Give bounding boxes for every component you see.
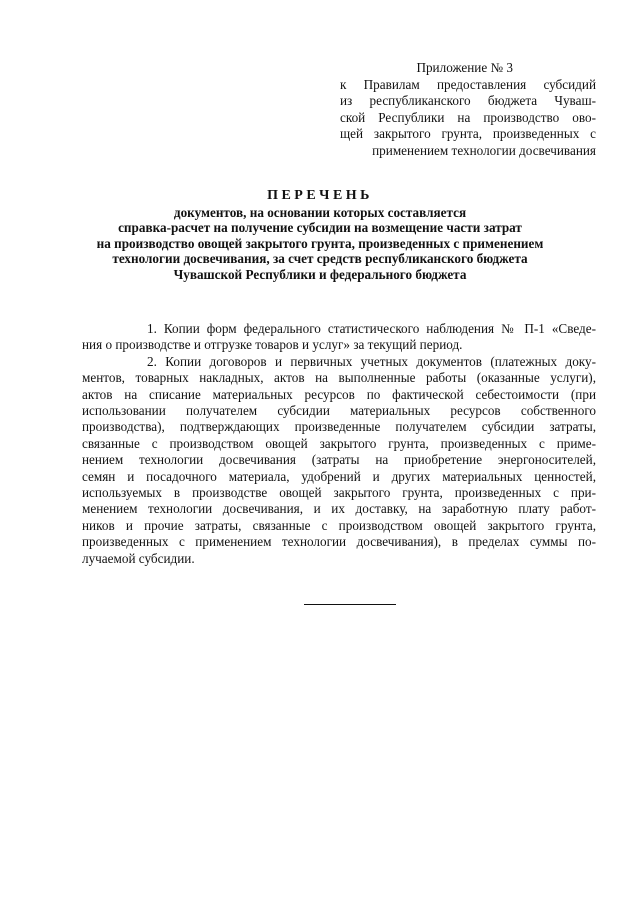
appendix-line: ской Республики на производство ово- bbox=[340, 109, 596, 125]
heading-line: на производство овощей закрытого грунта, произведенных с применением bbox=[96, 235, 544, 251]
list-item-2 bbox=[82, 354, 596, 567]
appendix-line: щей закрытого грунта, произведенных с bbox=[340, 126, 596, 141]
appendix-line: к Правилам предоставления субсидий bbox=[340, 76, 596, 92]
paragraph-line: актов на списание материальных ресурсов по фактической себестоимости (при bbox=[82, 386, 596, 402]
heading-line: справка-расчет на получение субсидии на возмещение части затрат bbox=[118, 220, 522, 236]
heading-line: Чувашской Республики и федерального бюджета bbox=[173, 266, 467, 282]
appendix-line: из республиканского бюджета Чуваш- bbox=[340, 93, 596, 108]
heading-line: технологии досвечивания, за счет средств республиканского бюджета bbox=[112, 251, 528, 267]
paragraph-line: используемых в производстве овощей закрытого грунта, произведенных с при- bbox=[82, 485, 596, 501]
appendix-title: Приложение № 3 bbox=[416, 60, 513, 75]
closing-divider bbox=[304, 604, 396, 605]
paragraph-line: производства), подтверждающих произведенные получателем субсидии затраты, bbox=[82, 419, 596, 435]
paragraph-line: менением технологии досвечивания, и их доставку, на заработную плату работ- bbox=[82, 501, 596, 517]
list-item-1 bbox=[82, 321, 596, 354]
document-body bbox=[82, 321, 596, 567]
paragraph-line: нением технологии досвечивания (затраты на приобретение энергоносителей, bbox=[82, 452, 596, 468]
appendix-line: применением технологии досвечивания bbox=[372, 142, 596, 158]
paragraph-line: произведенных с применением технологии досвечивания), в пределах суммы по- bbox=[82, 534, 596, 550]
paragraph-line: ментов, товарных накладных, актов на выполненные работы (оказанные услуги), bbox=[82, 370, 596, 386]
paragraph-line: 2. Копии договоров и первичных учетных документов (платежных доку- bbox=[147, 353, 596, 369]
document-heading bbox=[80, 188, 560, 283]
paragraph-line: связанные с производством овощей закрытого грунта, произведенных с приме- bbox=[82, 435, 596, 451]
paragraph-line: ников и прочие затраты, связанные с производством овощей закрытого грунта, bbox=[82, 517, 596, 533]
paragraph-line: лучаемой субсидии. bbox=[82, 550, 195, 566]
paragraph-line: семян и посадочного материала, удобрений и других материальных ценностей, bbox=[82, 468, 596, 484]
heading-title: ПЕРЕЧЕНЬ bbox=[267, 188, 373, 203]
appendix-block bbox=[340, 60, 596, 159]
paragraph-line: ния о производстве и отгрузке товаров и услуг» за текущий период. bbox=[82, 337, 463, 353]
paragraph-line: 1. Копии форм федерального статистического наблюдения № П-1 «Сведе- bbox=[147, 321, 596, 336]
paragraph-line: использовании получателем субсидии материальных ресурсов собственного bbox=[82, 403, 596, 419]
heading-line: документов, на основании которых составляется bbox=[173, 204, 467, 220]
